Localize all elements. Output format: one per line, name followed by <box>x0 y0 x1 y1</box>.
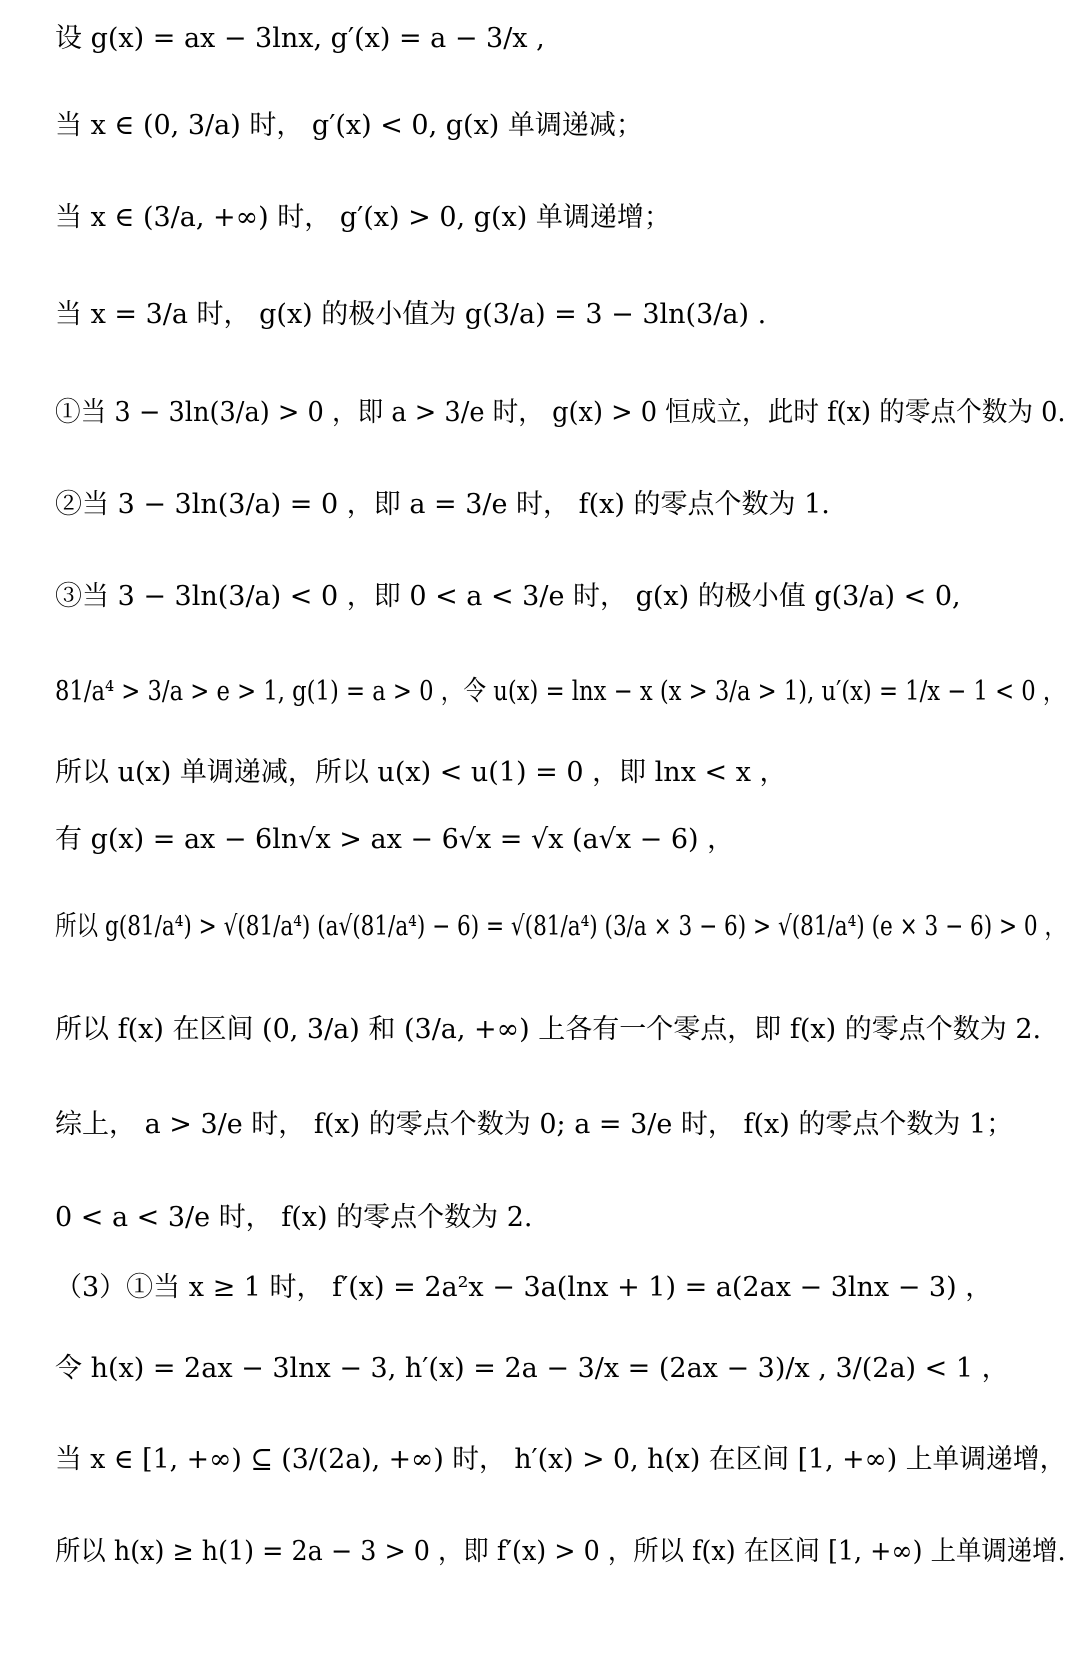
solution-line: ②当 3 − 3ln(3/a) = 0 ，即 a = 3/e 时， f(x) 的零点个数为 1. <box>55 489 830 520</box>
solution-line: 0 < a < 3/e 时， f(x) 的零点个数为 2. <box>55 1202 533 1233</box>
solution-line: ①当 3 − 3ln(3/a) > 0 ，即 a > 3/e 时， g(x) > 0 恒成立，此时 f(x) 的零点个数为 0. <box>55 397 1066 428</box>
solution-line: 令 h(x) = 2ax − 3lnx − 3, h′(x) = 2a − 3/x = (2ax − 3)/x , 3/(2a) < 1 ， <box>55 1353 1009 1384</box>
solution-line: 当 x = 3/a 时， g(x) 的极小值为 g(3/a) = 3 − 3ln(3/a) . <box>55 299 767 330</box>
solution-line: 所以 g(81/a⁴) > √(81/a⁴) (a√(81/a⁴) − 6) = √(81/a⁴) (3/a × 3 − 6) > √(81/a⁴) (e × 3 − 6) > 0 ， <box>55 911 1067 942</box>
solution-line: 当 x ∈ (3/a, +∞) 时， g′(x) > 0, g(x) 单调递增； <box>55 202 671 233</box>
solution-line: 所以 h(x) ≥ h(1) = 2a − 3 > 0 ，即 f′(x) > 0 ，所以 f(x) 在区间 [1, +∞) 上单调递增. <box>55 1536 1066 1567</box>
solution-line: 81/a⁴ > 3/a > e > 1, g(1) = a > 0 ，令 u(x) = lnx − x (x > 3/a > 1), u′(x) = 1/x − 1 < 0 ， <box>55 676 1066 707</box>
solution-line: 当 x ∈ (0, 3/a) 时， g′(x) < 0, g(x) 单调递减； <box>55 110 643 141</box>
solution-line: 综上， a > 3/e 时， f(x) 的零点个数为 0; a = 3/e 时， f(x) 的零点个数为 1； <box>55 1109 1014 1140</box>
solution-line: 设 g(x) = ax − 3lnx, g′(x) = a − 3/x , <box>55 23 545 54</box>
solution-line: （3）①当 x ≥ 1 时， f′(x) = 2a²x − 3a(lnx + 1) = a(2ax − 3lnx − 3) ， <box>55 1272 993 1303</box>
solution-line: 有 g(x) = ax − 6ln√x > ax − 6√x = √x (a√x − 6) ， <box>55 824 735 855</box>
solution-line: ③当 3 − 3ln(3/a) < 0 ，即 0 < a < 3/e 时， g(x) 的极小值 g(3/a) < 0, <box>55 581 961 612</box>
solution-line: 当 x ∈ [1, +∞) ⊆ (3/(2a), +∞) 时， h′(x) > 0, h(x) 在区间 [1, +∞) 上单调递增， <box>55 1444 1067 1475</box>
solution-line: 所以 u(x) 单调递减，所以 u(x) < u(1) = 0 ，即 lnx < x ， <box>55 757 787 788</box>
solution-line: 所以 f(x) 在区间 (0, 3/a) 和 (3/a, +∞) 上各有一个零点，即 f(x) 的零点个数为 2. <box>55 1014 1042 1045</box>
